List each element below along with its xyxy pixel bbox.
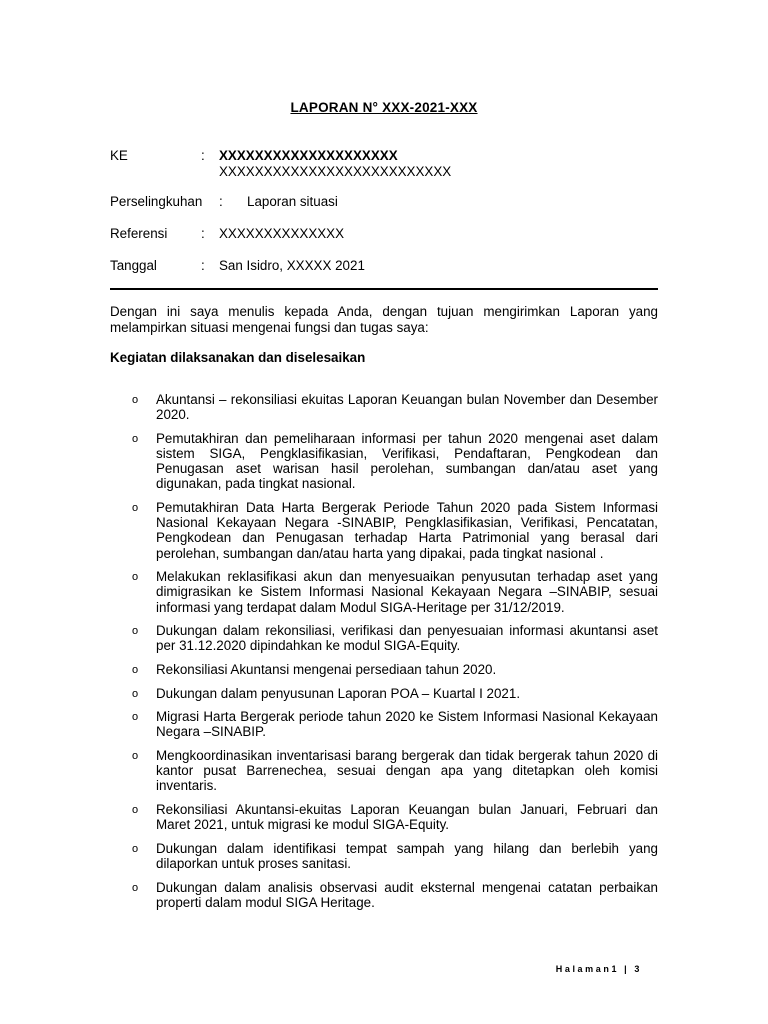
subject-colon: :: [219, 194, 223, 209]
bullet-icon: o: [132, 502, 139, 514]
list-item-text: Akuntansi – rekonsiliasi ekuitas Laporan Keuangan bulan November dan Desember 2020.: [156, 392, 658, 423]
list-item-text: Rekonsiliasi Akuntansi mengenai persediaan tahun 2020.: [156, 662, 497, 677]
date-value: San Isidro, XXXXX 2021: [219, 258, 365, 273]
list-item-text: Mengkoordinasikan inventarisasi barang bergerak dan tidak bergerak tahun 2020 di kantor pusat Barrenechea, sesuai dengan apa yang ditetapkan oleh komisi inventaris.: [156, 747, 658, 794]
list-item: [110, 431, 658, 492]
to-recipient-title: XXXXXXXXXXXXXXXXXXXXXXXXXX: [219, 164, 452, 179]
list-item-text: Migrasi Harta Bergerak periode tahun 2020 ke Sistem Informasi Nasional Kekayaan Negara –SINABIP.: [156, 709, 658, 740]
list-item-text: Melakukan reklasifikasi akun dan menyesuaikan penyusutan terhadap aset yang dimigrasikan ke Sistem Informasi Nasional Kekayaan Negara –SINABIP, sesuai informasi yang terdapat dalam Modul SIGA-Heritage per 31/12/2019.: [156, 569, 658, 615]
bullet-icon: o: [132, 881, 139, 894]
bullet-icon: o: [132, 842, 139, 855]
bullet-icon: o: [132, 432, 139, 445]
date-label: Tanggal: [110, 258, 157, 273]
list-item: [110, 686, 658, 701]
reference-label: Referensi: [110, 226, 168, 241]
list-item: [110, 623, 658, 653]
reference-value: XXXXXXXXXXXXXX: [219, 226, 345, 241]
activity-list: [110, 392, 658, 918]
list-item-text: Dukungan dalam rekonsiliasi, verifikasi dan penyesuaian informasi akuntansi aset per 31.12.2020 dipindahkan ke modul SIGA-Equity.: [156, 623, 658, 654]
list-item: [110, 802, 658, 832]
to-label: KE: [110, 148, 128, 163]
bullet-icon: o: [132, 687, 139, 700]
date-colon: :: [201, 258, 205, 273]
list-item: [110, 662, 658, 677]
list-item: [110, 709, 658, 739]
list-item: [110, 880, 658, 910]
reference-colon: :: [201, 226, 205, 241]
section-heading: Kegiatan dilaksanakan dan diselesaikan: [110, 350, 366, 365]
page-number-footer: Halaman1 | 3: [555, 964, 642, 974]
list-item: [110, 841, 658, 871]
bullet-icon: o: [132, 625, 139, 638]
subject-label: Perselingkuhan: [110, 194, 203, 209]
bullet-icon: o: [132, 749, 139, 762]
list-item: [110, 748, 658, 794]
to-recipient-name: XXXXXXXXXXXXXXXXXXXX: [219, 148, 398, 163]
bullet-icon: o: [132, 664, 139, 676]
list-item: [110, 392, 658, 422]
list-item-text: Dukungan dalam analisis observasi audit eksternal mengenai catatan perbaikan properti dalam modul SIGA Heritage.: [156, 879, 658, 910]
header-divider: [110, 288, 658, 290]
intro-paragraph: Dengan ini saya menulis kepada Anda, dengan tujuan mengirimkan Laporan yang melampirkan situasi mengenai fungsi dan tugas saya:: [110, 304, 658, 335]
bullet-icon: o: [132, 394, 139, 406]
list-item-text: Pemutakhiran Data Harta Bergerak Periode Tahun 2020 pada Sistem Informasi Nasional Kekayaan Negara -SINABIP, Pengklasifikasian, Verifikasi, Pencatatan, Pengkodean dan Penugasan terhadap Harta Patrimonial yang berasal dari perolehan, sumbangan dan/atau harta yang dipakai, pada tingkat nasional .: [156, 500, 658, 561]
list-item: [110, 569, 658, 615]
list-item-text: Dukungan dalam identifikasi tempat sampah yang hilang dan berlebih yang dilaporkan untuk proses sanitasi.: [156, 840, 658, 871]
bullet-icon: o: [132, 571, 139, 584]
list-item-text: Pemutakhiran dan pemeliharaan informasi per tahun 2020 mengenai aset dalam sistem SIGA, Pengklasifikasian, Verifikasi, Pendaftaran, Pengkodean dan Penugasan aset warisan hasil perolehan, sumbangan dan/atau aset yang digunakan, pada tingkat nasional.: [156, 430, 658, 492]
subject-value: Laporan situasi: [247, 194, 338, 209]
bullet-icon: o: [132, 711, 139, 724]
list-item-text: Dukungan dalam penyusunan Laporan POA – Kuartal I 2021.: [156, 685, 521, 701]
to-colon: :: [201, 148, 205, 163]
bullet-icon: o: [132, 803, 139, 816]
report-title: LAPORAN N° XXX-2021-XXX: [290, 100, 478, 115]
list-item: [110, 500, 658, 561]
list-item-text: Rekonsiliasi Akuntansi-ekuitas Laporan Keuangan bulan Januari, Februari dan Maret 2021, untuk migrasi ke modul SIGA-Equity.: [156, 801, 658, 833]
